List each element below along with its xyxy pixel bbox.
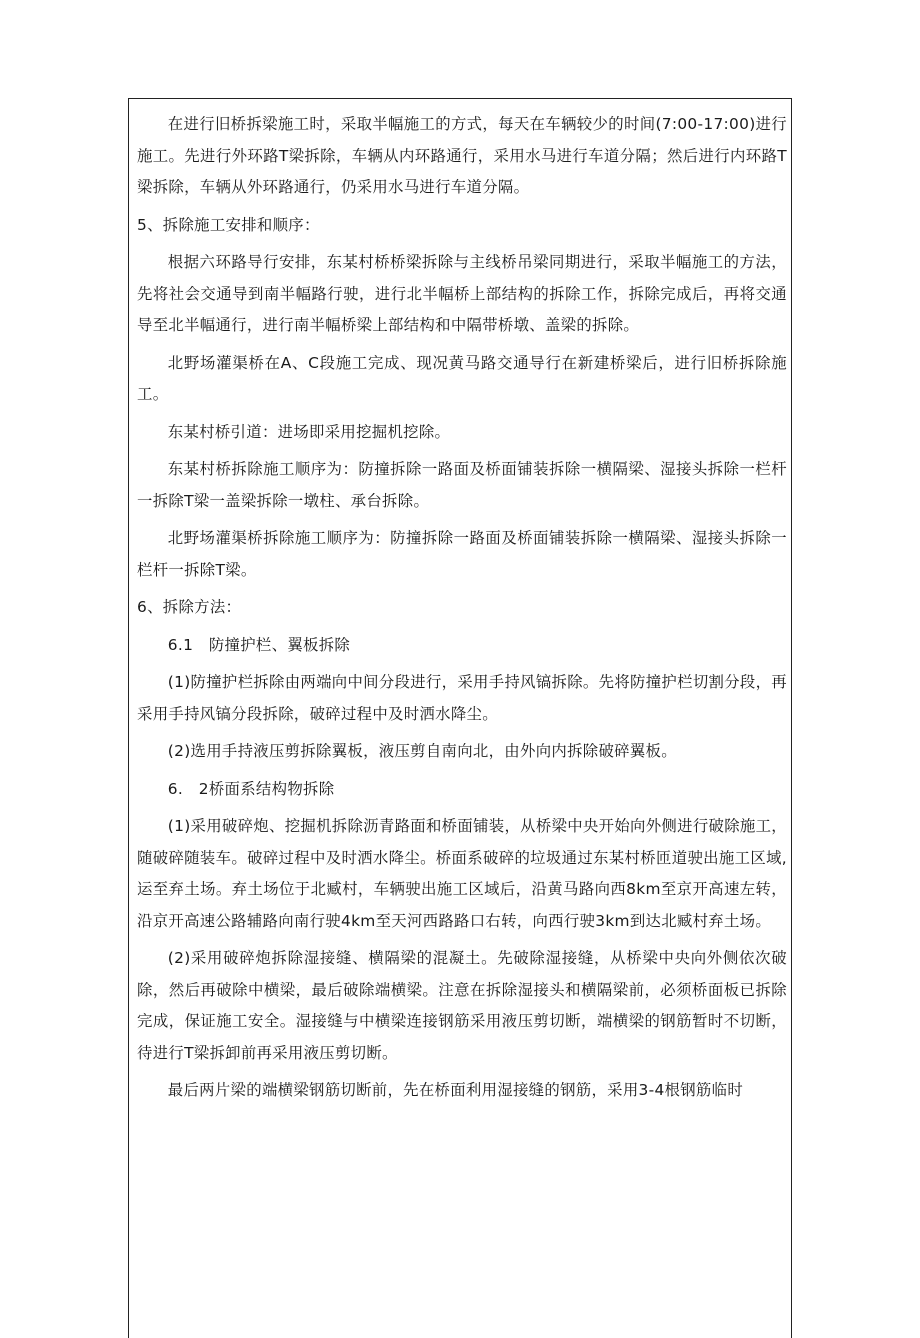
- document-body: [129, 99, 793, 1111]
- paragraph-construction-method: 在进行旧桥拆梁施工时，采取半幅施工的方式，每天在车辆较少的时间(7:00-17:00)进行施工。先进行外环路T梁拆除，车辆从内环路通行，采用水马进行车道分隔；然后进行内环路T梁拆除，车辆从外环路通行，仍采用水马进行车道分隔。: [137, 115, 787, 196]
- subsection-heading-6-1: 6.1 防撞护栏、翼板拆除: [167, 635, 351, 654]
- document-table-frame: [128, 98, 792, 1338]
- paragraph-wing-plate-removal: (2)选用手持液压剪拆除翼板，液压剪自南向北，由外向内拆除破碎翼板。: [167, 742, 677, 760]
- section-heading-5: 5、拆除施工安排和顺序：: [137, 215, 320, 234]
- paragraph-end-beam-rebar: 最后两片梁的端横梁钢筋切断前，先在桥面利用湿接缝的钢筋，采用3-4根钢筋临时: [167, 1081, 744, 1099]
- paragraph-guardrail-removal: (1)防撞护栏拆除由两端向中间分段进行，采用手持风镐拆除。先将防撞护栏切割分段，再采用手持风镐分段拆除，破碎过程中及时洒水降尘。: [137, 673, 787, 723]
- paragraph-beiyechang-bridge: 北野场灌渠桥在A、C段施工完成、现况黄马路交通导行在新建桥梁后，进行旧桥拆除施工。: [137, 353, 787, 403]
- paragraph-dongmoucun-sequence: 东某村桥拆除施工顺序为：防撞拆除一路面及桥面铺装拆除一横隔梁、湿接头拆除一栏杆一拆除T梁一盖梁拆除一墩柱、承台拆除。: [137, 460, 787, 510]
- subsection-heading-6-2: 6. 2桥面系结构物拆除: [167, 779, 335, 798]
- paragraph-traffic-arrangement: 根据六环路导行安排，东某村桥桥梁拆除与主线桥吊梁同期进行，采取半幅施工的方法，先将社会交通导到南半幅路行驶，进行北半幅桥上部结构的拆除工作，拆除完成后，再将交通导至北半幅通行，进行南半幅桥梁上部结构和中隔带桥墩、盖梁的拆除。: [137, 253, 787, 334]
- paragraph-wet-joint-removal: (2)采用破碎炮拆除湿接缝、横隔梁的混凝土。先破除湿接缝，从桥梁中央向外侧依次破除，然后再破除中横梁，最后破除端横梁。注意在拆除湿接头和横隔梁前，必须桥面板已拆除完成，保证施工安全。湿接缝与中横梁连接钢筋采用液压剪切断，端横梁的钢筋暂时不切断，待进行T梁拆卸前再采用液压剪切断。: [137, 949, 787, 1062]
- paragraph-deck-removal: (1)采用破碎炮、挖掘机拆除沥青路面和桥面铺装，从桥梁中央开始向外侧进行破除施工，随破碎随装车。破碎过程中及时洒水降尘。桥面系破碎的垃圾通过东某村桥匝道驶出施工区域,运至弃土场。弃土场位于北臧村，车辆驶出施工区域后，沿黄马路向西8km至京开高速左转，沿京开高速公路辅路向南行驶4km至天河西路路口右转，向西行驶3km到达北臧村弃土场。: [137, 817, 787, 930]
- section-heading-6: 6、拆除方法：: [137, 598, 242, 616]
- paragraph-beiyechang-sequence: 北野场灌渠桥拆除施工顺序为：防撞拆除一路面及桥面铺装拆除一横隔梁、湿接头拆除一栏杆一拆除T梁。: [137, 529, 787, 579]
- paragraph-approach-road: 东某村桥引道：进场即采用挖掘机挖除。: [167, 422, 451, 441]
